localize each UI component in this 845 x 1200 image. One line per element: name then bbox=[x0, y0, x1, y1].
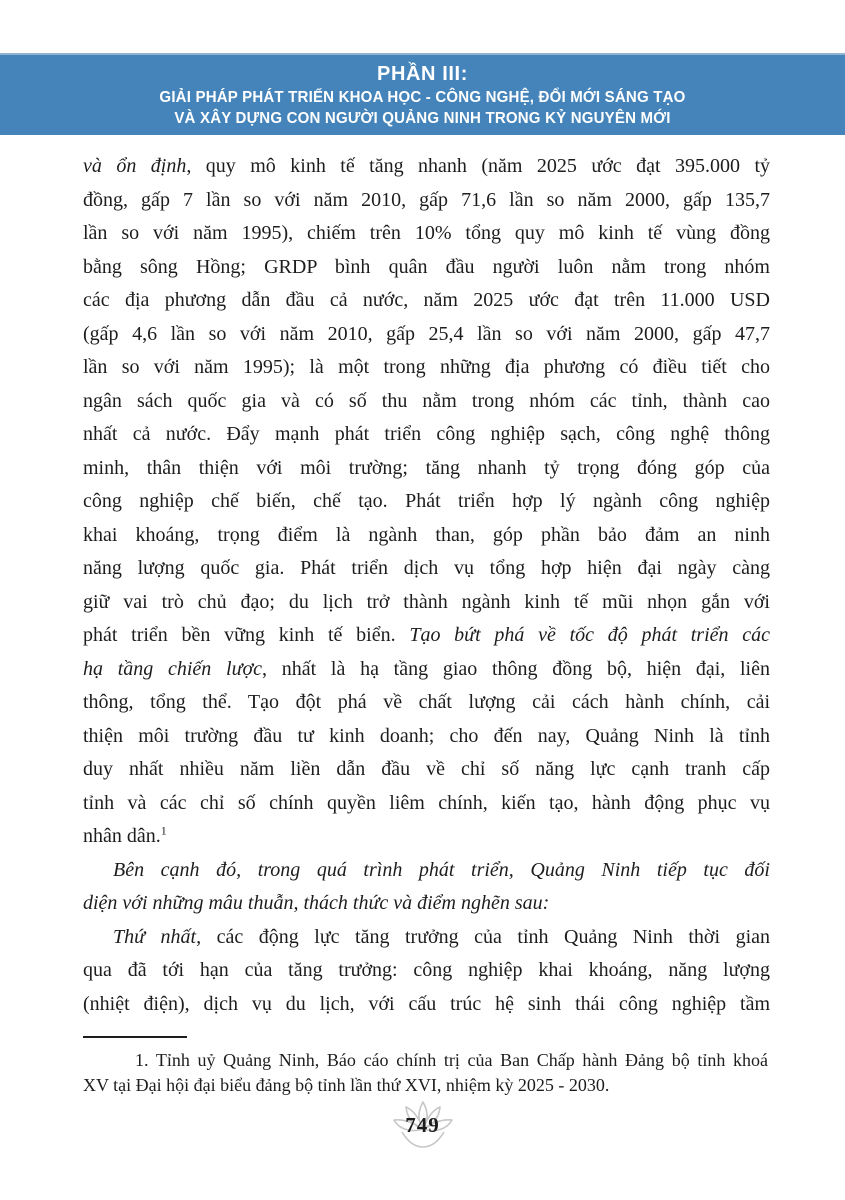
body-line: nhân dân.$^1$ bbox=[83, 823, 167, 847]
footnote-reference-mark: 1 bbox=[160, 823, 167, 838]
body-line: và ổn định, quy mô kinh tế tăng nhanh (năm 2025 ước đạt 395.000 tỷ bbox=[83, 155, 770, 177]
part-subtitle-line1: GIẢI PHÁP PHÁT TRIỂN KHOA HỌC - CÔNG NGHỆ, ĐỔI MỚI SÁNG TẠO bbox=[159, 88, 686, 106]
body-line: diện với những mâu thuẫn, thách thức và điểm nghẽn sau: bbox=[83, 892, 550, 914]
body-line: lần so với năm 1995); là một trong những địa phương có điều tiết cho bbox=[83, 356, 770, 378]
body-line: ngân sách quốc gia và có số thu nằm trong nhóm các tỉnh, thành cao bbox=[83, 389, 770, 412]
body-line: khai khoáng, trọng điểm là ngành than, góp phần bảo đảm an ninh bbox=[83, 523, 770, 546]
body-text bbox=[83, 150, 770, 1021]
page-footer bbox=[0, 1101, 845, 1149]
body-line: bằng sông Hồng; GRDP bình quân đầu người luôn nằm trong nhóm bbox=[83, 255, 770, 278]
body-line: hạ tầng chiến lược, nhất là hạ tầng giao thông đồng bộ, hiện đại, liên bbox=[83, 657, 770, 680]
footnote-separator-rule bbox=[83, 1036, 187, 1038]
body-line: Bên cạnh đó, trong quá trình phát triển, Quảng Ninh tiếp tục đối bbox=[113, 858, 770, 881]
body-line: qua đã tới hạn của tăng trưởng: công nghiệp khai khoáng, năng lượng bbox=[83, 959, 770, 981]
part-subtitle-line2: VÀ XÂY DỰNG CON NGƯỜI QUẢNG NINH TRONG KỶ NGUYÊN MỚI bbox=[174, 109, 671, 127]
body-line: phát triển bền vững kinh tế biển. Tạo bứt phá về tốc độ phát triển các bbox=[83, 624, 770, 646]
footnote-text bbox=[83, 1048, 768, 1098]
body-line: giữ vai trò chủ đạo; du lịch trở thành ngành kinh tế mũi nhọn gắn với bbox=[83, 590, 770, 613]
body-line: duy nhất nhiều năm liền dẫn đầu về chỉ số năng lực cạnh tranh cấp bbox=[83, 758, 770, 780]
body-line: thông, tổng thể. Tạo đột phá về chất lượng cải cách hành chính, cải bbox=[83, 691, 770, 713]
footnote-line: XV tại Đại hội đại biểu đảng bộ tỉnh lần thứ XVI, nhiệm kỳ 2025 - 2030. bbox=[83, 1075, 610, 1095]
body-line: các địa phương dẫn đầu cả nước, năm 2025 ước đạt trên 11.000 USD bbox=[83, 289, 770, 311]
body-line: công nghiệp chế biến, chế tạo. Phát triển hợp lý ngành công nghiệp bbox=[83, 490, 770, 512]
body-line: thiện môi trường đầu tư kinh doanh; cho đến nay, Quảng Ninh là tỉnh bbox=[83, 724, 770, 747]
page-number-ornament bbox=[391, 1101, 455, 1149]
body-line: tỉnh và các chỉ số chính quyền liêm chính, kiến tạo, hành động phục vụ bbox=[83, 791, 770, 814]
section-header-banner bbox=[0, 53, 845, 135]
footnote bbox=[83, 1036, 768, 1098]
body-line: nhất cả nước. Đẩy mạnh phát triển công nghiệp sạch, công nghệ thông bbox=[83, 423, 770, 445]
body-line: Thứ nhất, các động lực tăng trưởng của tỉnh Quảng Ninh thời gian bbox=[113, 925, 770, 948]
body-line: minh, thân thiện với môi trường; tăng nhanh tỷ trọng đóng góp của bbox=[83, 456, 770, 479]
body-line: (gấp 4,6 lần so với năm 2010, gấp 25,4 lần so với năm 2000, gấp 47,7 bbox=[83, 322, 770, 345]
footnote-line: 1. Tỉnh uỷ Quảng Ninh, Báo cáo chính trị của Ban Chấp hành Đảng bộ tỉnh khoá bbox=[135, 1050, 768, 1070]
part-title: PHẦN III: bbox=[377, 62, 468, 85]
body-line: (nhiệt điện), dịch vụ du lịch, với cấu trúc hệ sinh thái công nghiệp tầm bbox=[83, 992, 770, 1015]
body-line: năng lượng quốc gia. Phát triển dịch vụ tổng hợp hiện đại ngày càng bbox=[83, 557, 770, 579]
body-line: đồng, gấp 7 lần so với năm 2010, gấp 71,6 lần so năm 2000, gấp 135,7 bbox=[83, 188, 770, 211]
body-line: lần so với năm 1995), chiếm trên 10% tổng quy mô kinh tế vùng đồng bbox=[83, 222, 770, 244]
page-number: 749 bbox=[405, 1113, 440, 1137]
